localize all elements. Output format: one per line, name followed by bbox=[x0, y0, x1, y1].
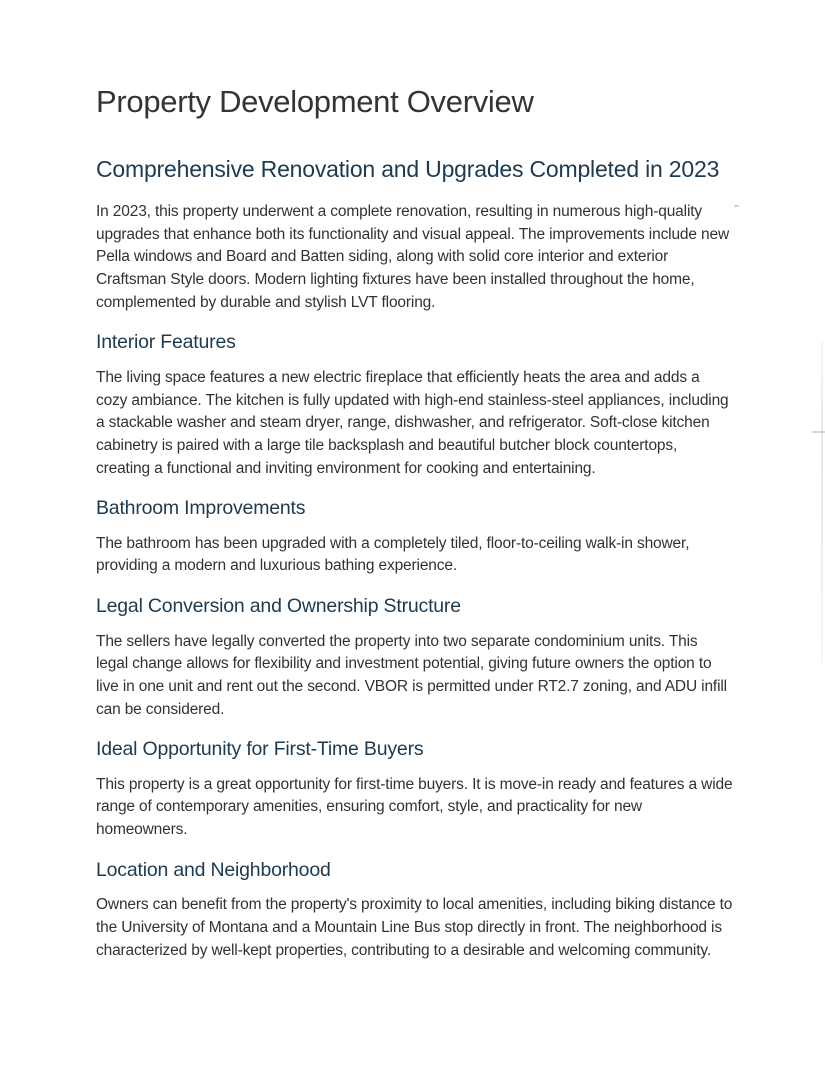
section-heading-interior: Interior Features bbox=[96, 331, 236, 354]
section-renovation-overview bbox=[96, 151, 733, 315]
scan-artifact-edge-line bbox=[821, 342, 823, 662]
document-content bbox=[96, 84, 733, 977]
section-location-neighborhood bbox=[96, 859, 733, 963]
section-heading-renovation: Comprehensive Renovation and Upgrades Completed in 2023 bbox=[96, 155, 720, 182]
section-interior-features bbox=[96, 331, 733, 480]
section-bathroom-improvements bbox=[96, 497, 733, 578]
section-legal-conversion bbox=[96, 595, 733, 721]
section-heading-buyers: Ideal Opportunity for First-Time Buyers bbox=[96, 738, 424, 761]
scan-artifact-edge-tick bbox=[812, 431, 825, 433]
section-heading-bathroom: Bathroom Improvements bbox=[96, 497, 306, 520]
section-first-time-buyers bbox=[96, 738, 733, 842]
section-body-legal: The sellers have legally converted the property into two separate condominium units. This legal change allows for flexibility and investment potential, giving future owners the option to live in one unit and rent out the second. VBOR is permitted under RT2.7 zoning, and ADU infill can be considered. bbox=[96, 632, 727, 718]
document-title: Property Development Overview bbox=[96, 84, 534, 119]
section-body-buyers: This property is a great opportunity for first-time buyers. It is move-in ready and features a wide range of contemporary amenities, ensuring comfort, style, and practicality for new homeowners. bbox=[96, 775, 733, 839]
scan-artifact-speck bbox=[734, 205, 739, 208]
section-heading-location: Location and Neighborhood bbox=[96, 858, 331, 881]
section-body-renovation: In 2023, this property underwent a complete renovation, resulting in numerous high-quality upgrades that enhance both its functionality and visual appeal. The improvements include new Pella windows and Board and Batten siding, along with solid core interior and exterior Craftsman Style doors. Modern lighting fixtures have been installed throughout the home, complemented by durable and stylish LVT flooring. bbox=[96, 202, 730, 311]
section-body-bathroom: The bathroom has been upgraded with a completely tiled, floor-to-ceiling walk-in shower, providing a modern and luxurious bathing experience. bbox=[96, 534, 690, 575]
section-body-interior: The living space features a new electric fireplace that efficiently heats the area and adds a cozy ambiance. The kitchen is fully updated with high-end stainless-steel appliances, including a stackable washer and steam dryer, range, dishwasher, and refrigerator. Soft-close kitchen cabinetry is paired with a large tile backsplash and beautiful butcher block countertops, creating a functional and inviting environment for cooking and entertaining. bbox=[96, 368, 729, 477]
section-heading-legal: Legal Conversion and Ownership Structure bbox=[96, 595, 461, 618]
section-body-location: Owners can benefit from the property's proximity to local amenities, including biking distance to the University of Montana and a Mountain Line Bus stop directly in front. The neighborhood is characterized by well-kept properties, contributing to a desirable and welcoming community. bbox=[96, 896, 733, 959]
